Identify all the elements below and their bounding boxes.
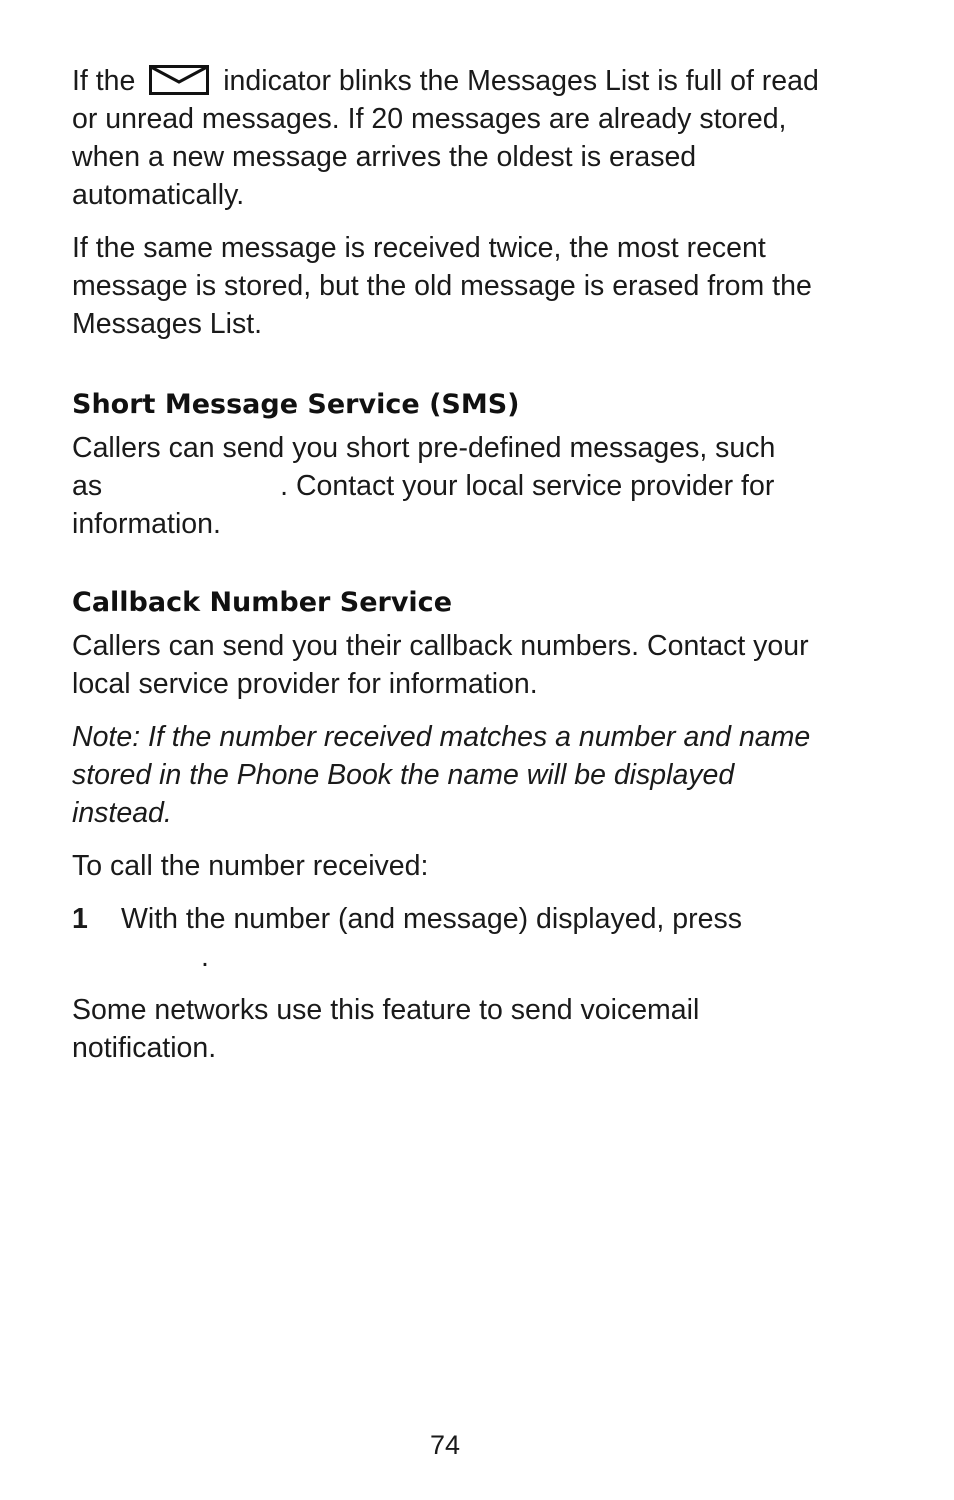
- to-call-text: To call the number received:: [72, 850, 429, 882]
- intro-text-after-icon: indicator blinks the Messages List is full of read or unread messages. If 20 messages are already stored, when a new message arrives the oldest is erased automatically.: [72, 65, 819, 211]
- intro-paragraph-2: If the same message is received twice, the most recent message is stored, but the old message is erased from the Messages List.: [72, 232, 812, 340]
- envelope-icon: [149, 65, 209, 95]
- intro-text-before-icon: If the: [72, 65, 136, 97]
- voicemail-paragraph: Some networks use this feature to send voicemail notification.: [72, 994, 700, 1064]
- sms-heading: Short Message Service (SMS): [72, 389, 520, 420]
- step-end: .: [201, 941, 209, 973]
- callback-note: Note: If the number received matches a number and name stored in the Phone Book the name will be displayed instead.: [72, 721, 811, 829]
- document-page: [72, 62, 832, 1082]
- step-content: [121, 900, 742, 976]
- page-number: 74: [429, 1430, 461, 1460]
- sms-text-after-gap: . Contact your local service provider for information.: [72, 470, 775, 540]
- step-item: [72, 900, 832, 976]
- sms-text-as: as: [72, 470, 103, 502]
- callback-heading: Callback Number Service: [72, 587, 453, 618]
- sms-text-line1: Callers can send you short pre-defined messages, such: [72, 432, 776, 464]
- sms-paragraph: [72, 429, 832, 543]
- step-number: 1: [72, 903, 88, 935]
- callback-paragraph: Callers can send you their callback numbers. Contact your local service provider for information.: [72, 630, 809, 700]
- intro-paragraph-1: [72, 62, 832, 214]
- step-text: With the number (and message) displayed, press: [121, 903, 742, 935]
